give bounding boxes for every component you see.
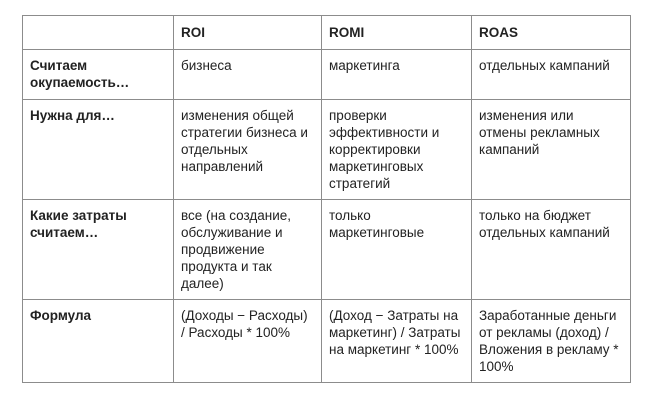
table-cell: изменения или отмены рекламных кампаний (472, 100, 631, 200)
table-row (23, 300, 631, 383)
table-cell: (Доход − Затраты на маркетинг) / Затраты на маркетинг * 100% (322, 300, 472, 383)
header-cell-roi: ROI (174, 16, 322, 50)
row-label: Какие затраты считаем… (23, 200, 174, 300)
table-cell: изменения общей стратегии бизнеса и отдельных направлений (174, 100, 322, 200)
table-cell: Заработанные деньги от рекламы (доход) / Вложения в рекламу * 100% (472, 300, 631, 383)
table-header-row (23, 16, 631, 50)
comparison-table (22, 15, 631, 383)
table-row (23, 200, 631, 300)
table-cell: только маркетинговые (322, 200, 472, 300)
header-cell-roas: ROAS (472, 16, 631, 50)
table-row (23, 50, 631, 100)
row-label: Считаем окупаемость… (23, 50, 174, 100)
header-cell-empty (23, 16, 174, 50)
table-cell: отдельных кампаний (472, 50, 631, 100)
header-cell-romi: ROMI (322, 16, 472, 50)
table-cell: бизнеса (174, 50, 322, 100)
row-label: Формула (23, 300, 174, 383)
table-cell: (Доходы − Расходы) / Расходы * 100% (174, 300, 322, 383)
table-cell: только на бюджет отдельных кампаний (472, 200, 631, 300)
table-cell: все (на создание, обслуживание и продвижение продукта и так далее) (174, 200, 322, 300)
row-label: Нужна для… (23, 100, 174, 200)
table-cell: проверки эффективности и корректировки маркетинговых стратегий (322, 100, 472, 200)
table-cell: маркетинга (322, 50, 472, 100)
table-row (23, 100, 631, 200)
